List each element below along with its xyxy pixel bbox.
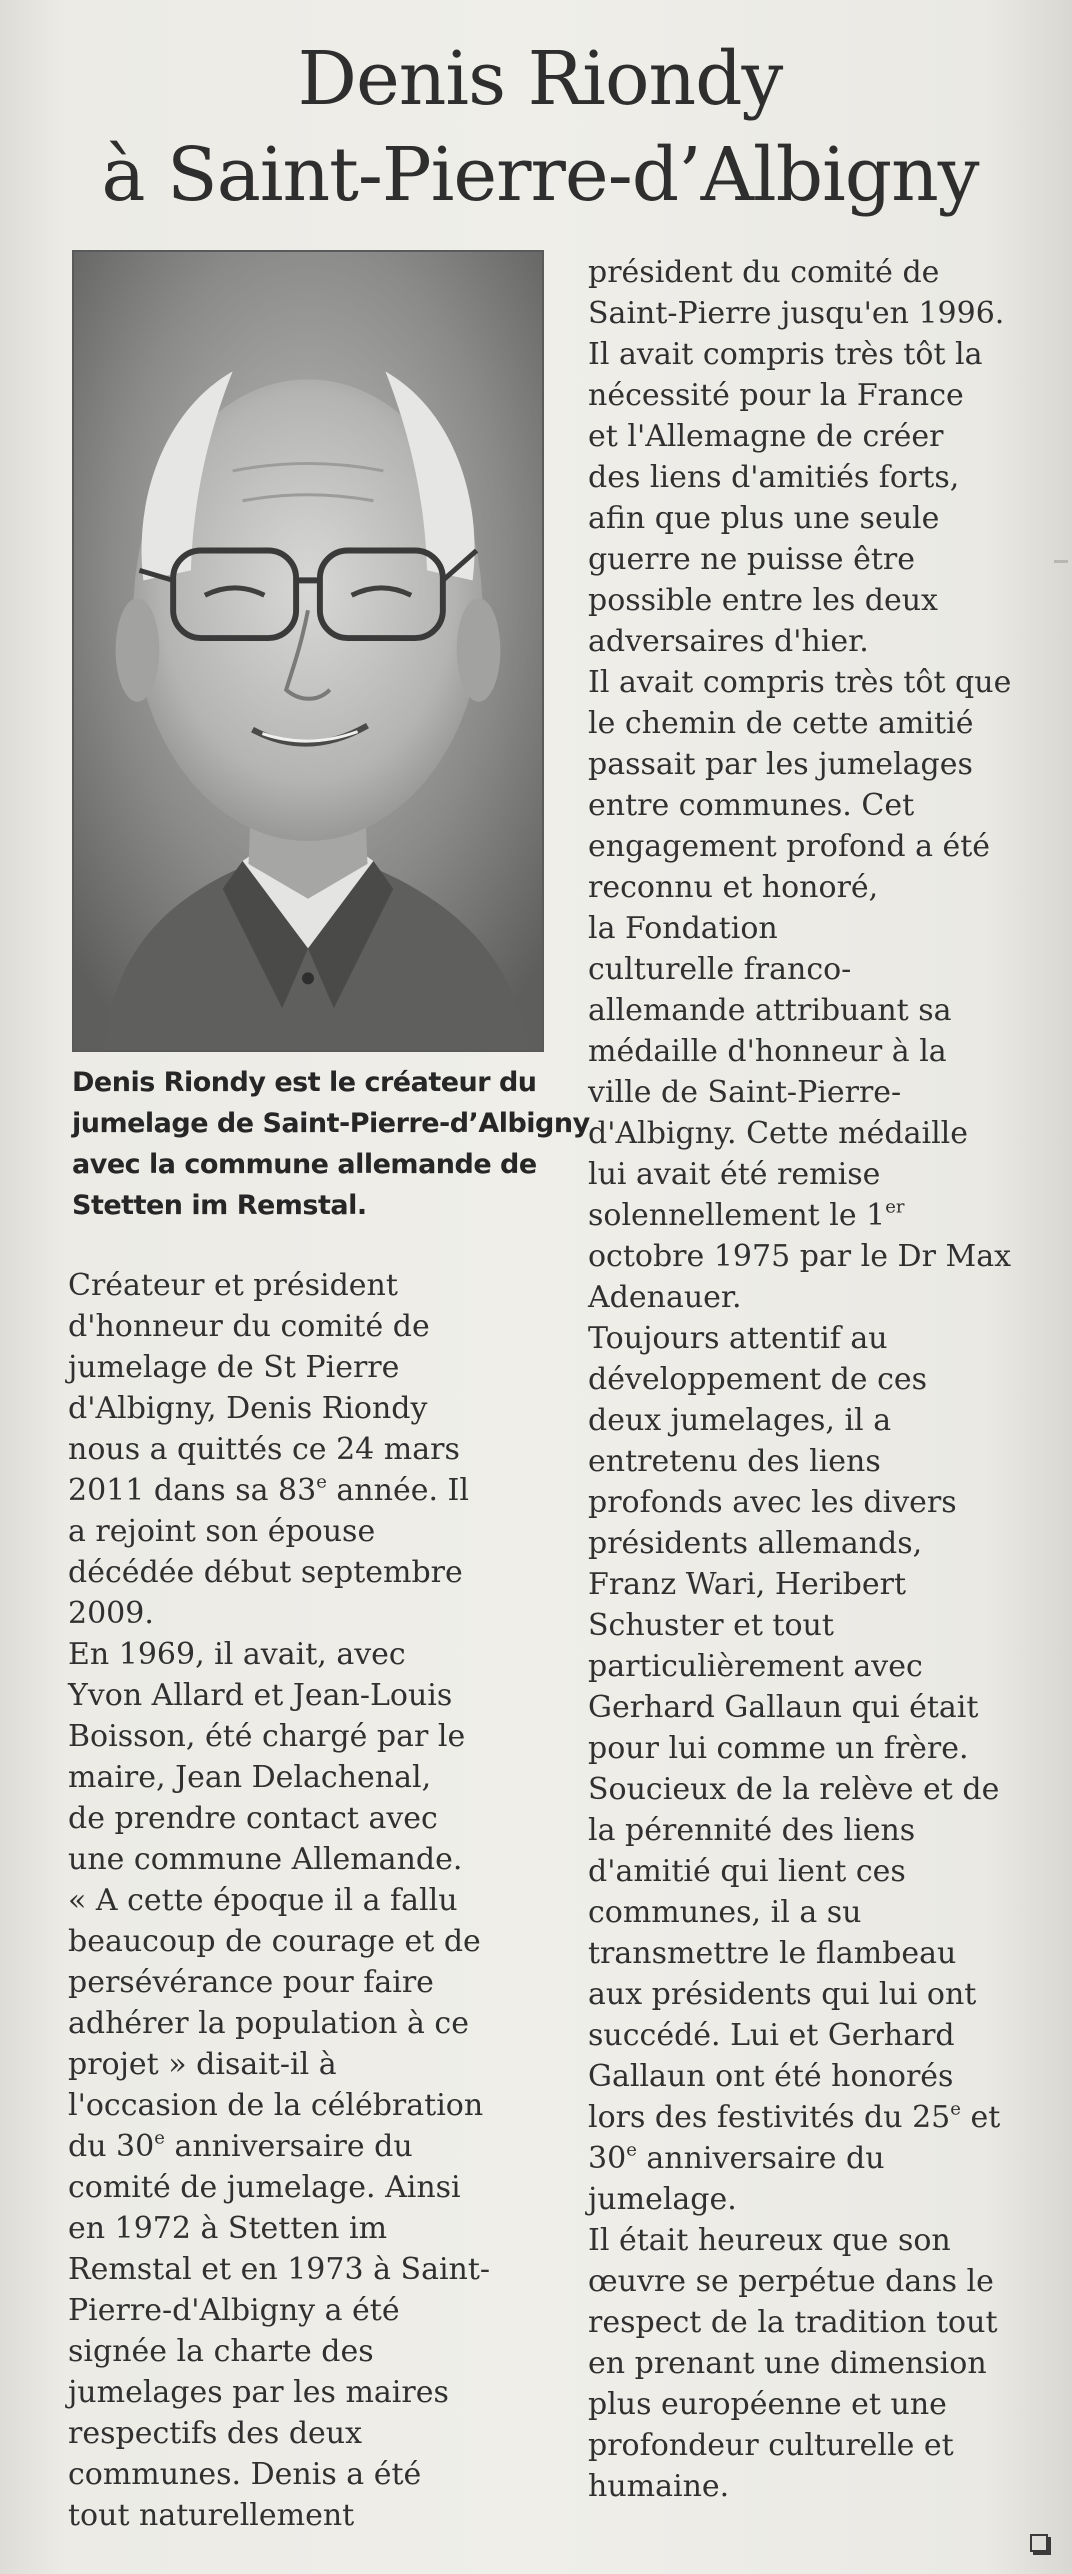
text-line: passait par les jumelages xyxy=(588,747,973,782)
superscript: e xyxy=(316,1471,327,1493)
text-line: respectifs des deux xyxy=(68,2416,363,2451)
text-line: et l'Allemagne de créer xyxy=(588,419,944,454)
text-fragment: et xyxy=(960,2100,1001,2135)
headline-line-1: Denis Riondy xyxy=(297,36,783,122)
text-line: communes. Denis a été xyxy=(68,2457,422,2492)
text-line: engagement profond a été xyxy=(588,829,991,864)
text-line: développement de ces xyxy=(588,1362,928,1397)
text-line xyxy=(68,1470,548,1511)
text-line: particulièrement avec xyxy=(588,1649,923,1684)
text-line: décédée début septembre xyxy=(68,1555,463,1590)
text-line: pour lui comme un frère. xyxy=(588,1731,969,1766)
text-fragment: 30 xyxy=(588,2141,627,2176)
text-line: d'Albigny, Denis Riondy xyxy=(68,1391,428,1426)
superscript: e xyxy=(950,2098,961,2120)
text-line: de prendre contact avec xyxy=(68,1801,438,1836)
text-line: guerre ne puisse être xyxy=(588,542,915,577)
text-line: entre communes. Cet xyxy=(588,788,915,823)
text-line: beaucoup de courage et de xyxy=(68,1924,481,1959)
text-line: Créateur et président xyxy=(68,1268,398,1303)
text-line: des liens d'amitiés forts, xyxy=(588,460,960,495)
text-line: adversaires d'hier. xyxy=(588,624,869,659)
portrait-photo-icon xyxy=(74,252,542,1050)
text-line: Saint-Pierre jusqu'en 1996. xyxy=(588,296,1005,331)
text-line: en prenant une dimension xyxy=(588,2346,987,2381)
text-line: respect de la tradition tout xyxy=(588,2305,998,2340)
text-fragment: anniversaire du xyxy=(164,2129,413,2164)
text-line: signée la charte des xyxy=(68,2334,374,2369)
text-line: ville de Saint-Pierre- xyxy=(588,1075,902,1110)
text-fragment: anniversaire du xyxy=(636,2141,885,2176)
text-line: Yvon Allard et Jean-Louis xyxy=(68,1678,453,1713)
text-line: jumelage. xyxy=(588,2182,737,2217)
text-line: transmettre le flambeau xyxy=(588,1936,957,1971)
text-line: Il avait compris très tôt que xyxy=(588,665,1012,700)
portrait-photo xyxy=(72,250,544,1052)
end-of-article-square-icon xyxy=(1030,2534,1048,2552)
text-line: Schuster et tout xyxy=(588,1608,834,1643)
text-line: une commune Allemande. xyxy=(68,1842,463,1877)
text-line: reconnu et honoré, xyxy=(588,870,879,905)
text-fragment: du 30 xyxy=(68,2129,155,2164)
text-line: 2009. xyxy=(68,1596,154,1631)
text-line: culturelle franco- xyxy=(588,952,852,987)
superscript: er xyxy=(885,1196,905,1218)
text-line: la pérennité des liens xyxy=(588,1813,916,1848)
text-line: « A cette époque il a fallu xyxy=(68,1883,458,1918)
text-line: octobre 1975 par le Dr Max xyxy=(588,1239,1012,1274)
headline-line-2: à Saint-Pierre-d’Albigny xyxy=(101,132,979,218)
text-fragment: année. Il xyxy=(326,1473,469,1508)
text-line: jumelages par les maires xyxy=(68,2375,449,2410)
text-line: succédé. Lui et Gerhard xyxy=(588,2018,955,2053)
caption-line: Denis Riondy est le créateur du xyxy=(72,1067,537,1098)
text-line: Pierre-d'Albigny a été xyxy=(68,2293,400,2328)
article-column-right xyxy=(588,252,1058,2507)
text-line: deux jumelages, il a xyxy=(588,1403,892,1438)
text-line: Toujours attentif au xyxy=(588,1321,888,1356)
text-line: entretenu des liens xyxy=(588,1444,881,1479)
text-line: la Fondation xyxy=(588,911,778,946)
text-line: d'Albigny. Cette médaille xyxy=(588,1116,969,1151)
text-line: Franz Wari, Heribert xyxy=(588,1567,907,1602)
text-line xyxy=(588,2097,1058,2138)
text-line: communes, il a su xyxy=(588,1895,862,1930)
text-line: Gerhard Gallaun qui était xyxy=(588,1690,979,1725)
text-line: président du comité de xyxy=(588,255,940,290)
text-fragment: 2011 dans sa 83 xyxy=(68,1473,317,1508)
text-line xyxy=(588,1195,1058,1236)
text-fragment: solennellement le 1 xyxy=(588,1198,886,1233)
text-line: Boisson, été chargé par le xyxy=(68,1719,466,1754)
page-edge-mark xyxy=(1054,560,1068,563)
text-line: Remstal et en 1973 à Saint- xyxy=(68,2252,491,2287)
text-line: profondeur culturelle et xyxy=(588,2428,954,2463)
text-line: humaine. xyxy=(588,2469,730,2504)
text-line: nous a quittés ce 24 mars xyxy=(68,1432,460,1467)
text-fragment: lors des festivités du 25 xyxy=(588,2100,951,2135)
text-line: comité de jumelage. Ainsi xyxy=(68,2170,461,2205)
superscript: e xyxy=(154,2127,165,2149)
text-line: Gallaun ont été honorés xyxy=(588,2059,954,2094)
text-line: profonds avec les divers xyxy=(588,1485,957,1520)
text-line: médaille d'honneur à la xyxy=(588,1034,947,1069)
article-column-left xyxy=(68,1265,548,2536)
superscript: e xyxy=(626,2139,637,2161)
text-line xyxy=(68,2126,548,2167)
text-line xyxy=(588,2138,1058,2179)
text-line: tout naturellement xyxy=(68,2498,355,2533)
text-line: adhérer la population à ce xyxy=(68,2006,469,2041)
text-line: persévérance pour faire xyxy=(68,1965,434,2000)
caption-line: jumelage de Saint-Pierre-d’Albigny xyxy=(72,1108,590,1139)
text-line: plus européenne et une xyxy=(588,2387,947,2422)
photo-caption xyxy=(72,1062,590,1226)
text-line: en 1972 à Stetten im xyxy=(68,2211,388,2246)
text-line: Il avait compris très tôt la xyxy=(588,337,983,372)
text-line: lui avait été remise xyxy=(588,1157,881,1192)
text-line: Adenauer. xyxy=(588,1280,742,1315)
text-line: En 1969, il avait, avec xyxy=(68,1637,406,1672)
text-line: l'occasion de la célébration xyxy=(68,2088,484,2123)
text-line: présidents allemands, xyxy=(588,1526,923,1561)
text-line: allemande attribuant sa xyxy=(588,993,952,1028)
text-line: Il était heureux que son xyxy=(588,2223,951,2258)
text-line: d'honneur du comité de xyxy=(68,1309,430,1344)
text-line: aux présidents qui lui ont xyxy=(588,1977,977,2012)
text-line: œuvre se perpétue dans le xyxy=(588,2264,994,2299)
caption-line: Stetten im Remstal. xyxy=(72,1190,367,1221)
text-line: possible entre les deux xyxy=(588,583,938,618)
text-line: d'amitié qui lient ces xyxy=(588,1854,906,1889)
text-line: le chemin de cette amitié xyxy=(588,706,974,741)
text-line: projet » disait-il à xyxy=(68,2047,337,2082)
text-line: jumelage de St Pierre xyxy=(68,1350,400,1385)
text-line: nécessité pour la France xyxy=(588,378,964,413)
caption-line: avec la commune allemande de xyxy=(72,1149,537,1180)
text-line: maire, Jean Delachenal, xyxy=(68,1760,432,1795)
text-line: a rejoint son épouse xyxy=(68,1514,376,1549)
text-line: Soucieux de la relève et de xyxy=(588,1772,1000,1807)
text-line: afin que plus une seule xyxy=(588,501,940,536)
